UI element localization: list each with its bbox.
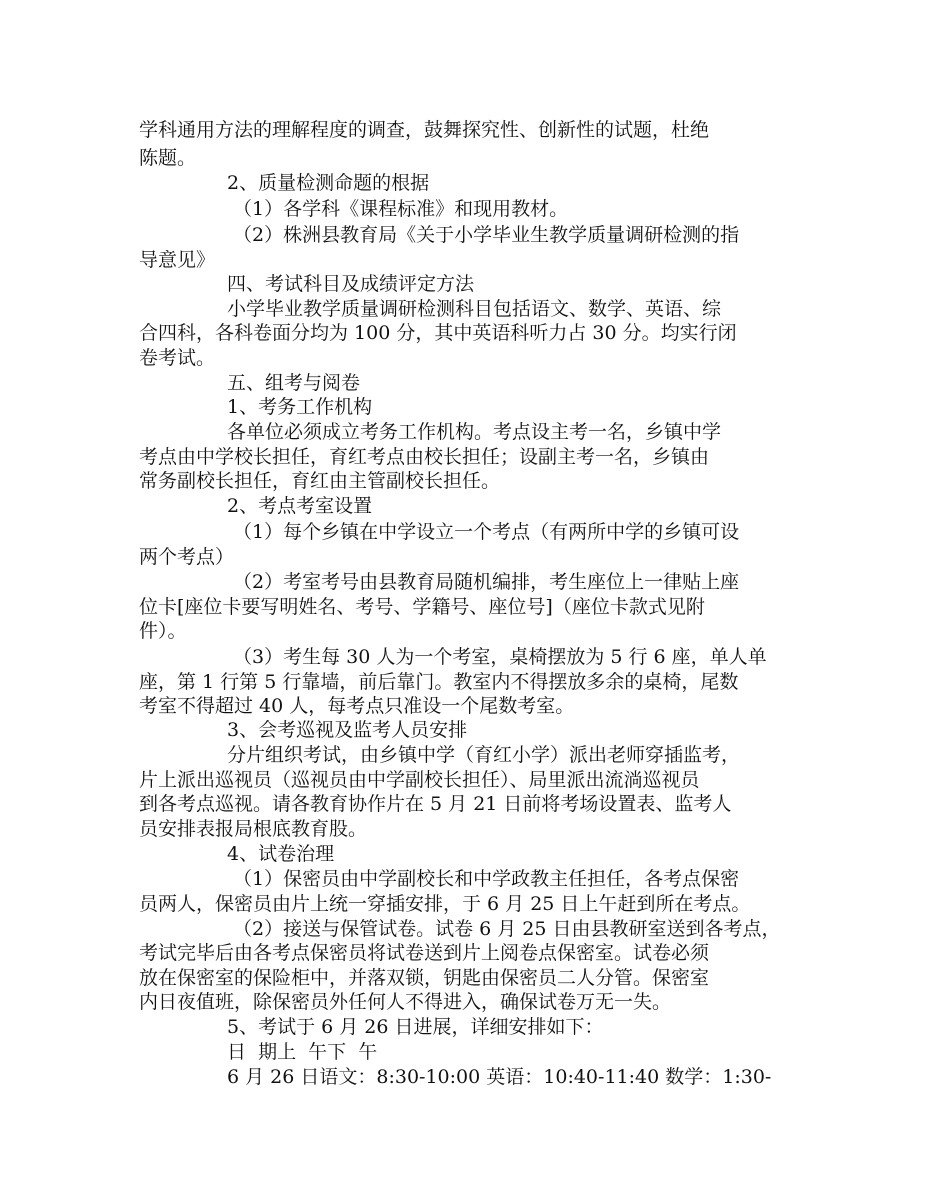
text-line: 学科通用方法的理解程度的调查，鼓舞探究性、创新性的试题，杜绝 [139,119,710,141]
text-line: 各单位必须成立考务工作机构。考点设主考一名，乡镇中学 [227,421,722,443]
text-line: 考试完毕后由各考点保密员将试卷送到片上阅卷点保密室。试卷必须 [139,942,710,964]
text-line: 卷考试。 [139,347,216,369]
text-line: 陈题。 [139,147,197,169]
text-line: （2）考室考号由县教育局随机编排，考生座位上一律贴上座 [233,571,740,593]
text-line: 座，第 1 行第 5 行靠墙，前后靠门。教室内不得摆放多余的桌椅，尾数 [139,671,739,693]
text-line: 小学毕业教学质量调研检测科目包括语文、数学、英语、综 [227,298,722,320]
text-line: （2）接送与保管试卷。试卷 6 月 25 日由县教研室送到各考点， [233,918,781,940]
text-line: 合四科，各科卷面分均为 100 分，其中英语科听力占 30 分。均实行闭 [139,322,737,344]
section-heading: 2、考点考室设置 [227,495,373,517]
text-line: 考室不得超过 40 人，每考点只准设一个尾数考室。 [139,695,575,717]
text-line: 片上派出巡视员（巡视员由中学副校长担任）、局里派出流淌巡视员 [139,769,700,791]
text-line: 员两人，保密员由片上统一穿插安排，于 6 月 25 日上午赶到所在考点。 [139,893,751,915]
text-line: 常务副校长担任，育红由主管副校长担任。 [139,470,501,492]
section-heading: 四、考试科目及成绩评定方法 [227,273,475,295]
text-line: 两个考点） [139,546,235,568]
text-line: 放在保密室的保险柜中，并落双锁，钥匙由保密员二人分管。保密室 [139,967,710,989]
section-heading: 1、考务工作机构 [227,396,373,418]
text-line: 内日夜值班，除保密员外任何人不得进入，确保试卷万无一失。 [139,991,672,1013]
text-line: 考点由中学校长担任，育红考点由校长担任；设副主考一名，乡镇由 [139,446,710,468]
section-heading: 4、试卷治理 [227,843,335,865]
text-line: 到各考点巡视。请各教育协作片在 5 月 21 日前将考场设置表、监考人 [139,793,732,815]
text-line: （1）每个乡镇在中学设立一个考点（有两所中学的乡镇可设 [233,521,740,543]
text-line: 分片组织考试，由乡镇中学（育红小学）派出老师穿插监考， [227,744,741,766]
section-heading: 3、会考巡视及监考人员安排 [227,719,468,741]
section-heading: 五、组考与阅卷 [227,372,361,394]
text-line: （2）株洲县教育局《关于小学毕业生教学质量调研检测的指 [233,224,740,246]
schedule-header: 日 期上 午下 午 [227,1041,378,1063]
text-line: 位卡[座位卡要写明姓名、考号、学籍号、座位号]（座位卡款式见附 [139,596,705,618]
text-line: 件）。 [139,620,187,642]
text-line: （1）各学科《课程标准》和现用教材。 [233,198,569,220]
schedule-row: 6 月 26 日语文：8:30-10:00 英语：10:40-11:40 数学：1:30- [227,1066,772,1088]
text-line: 员安排表报局根底教育股。 [139,818,368,840]
section-heading: 2、质量检测命题的根据 [227,172,430,194]
text-line: 5、考试于 6 月 26 日进展，详细安排如下： [227,1016,604,1038]
text-line: 导意见》 [139,249,216,271]
text-line: （1）保密员由中学副校长和中学政教主任担任，各考点保密 [233,868,740,890]
text-line: （3）考生每 30 人为一个考室，桌椅摆放为 5 行 6 座，单人单 [233,646,767,668]
